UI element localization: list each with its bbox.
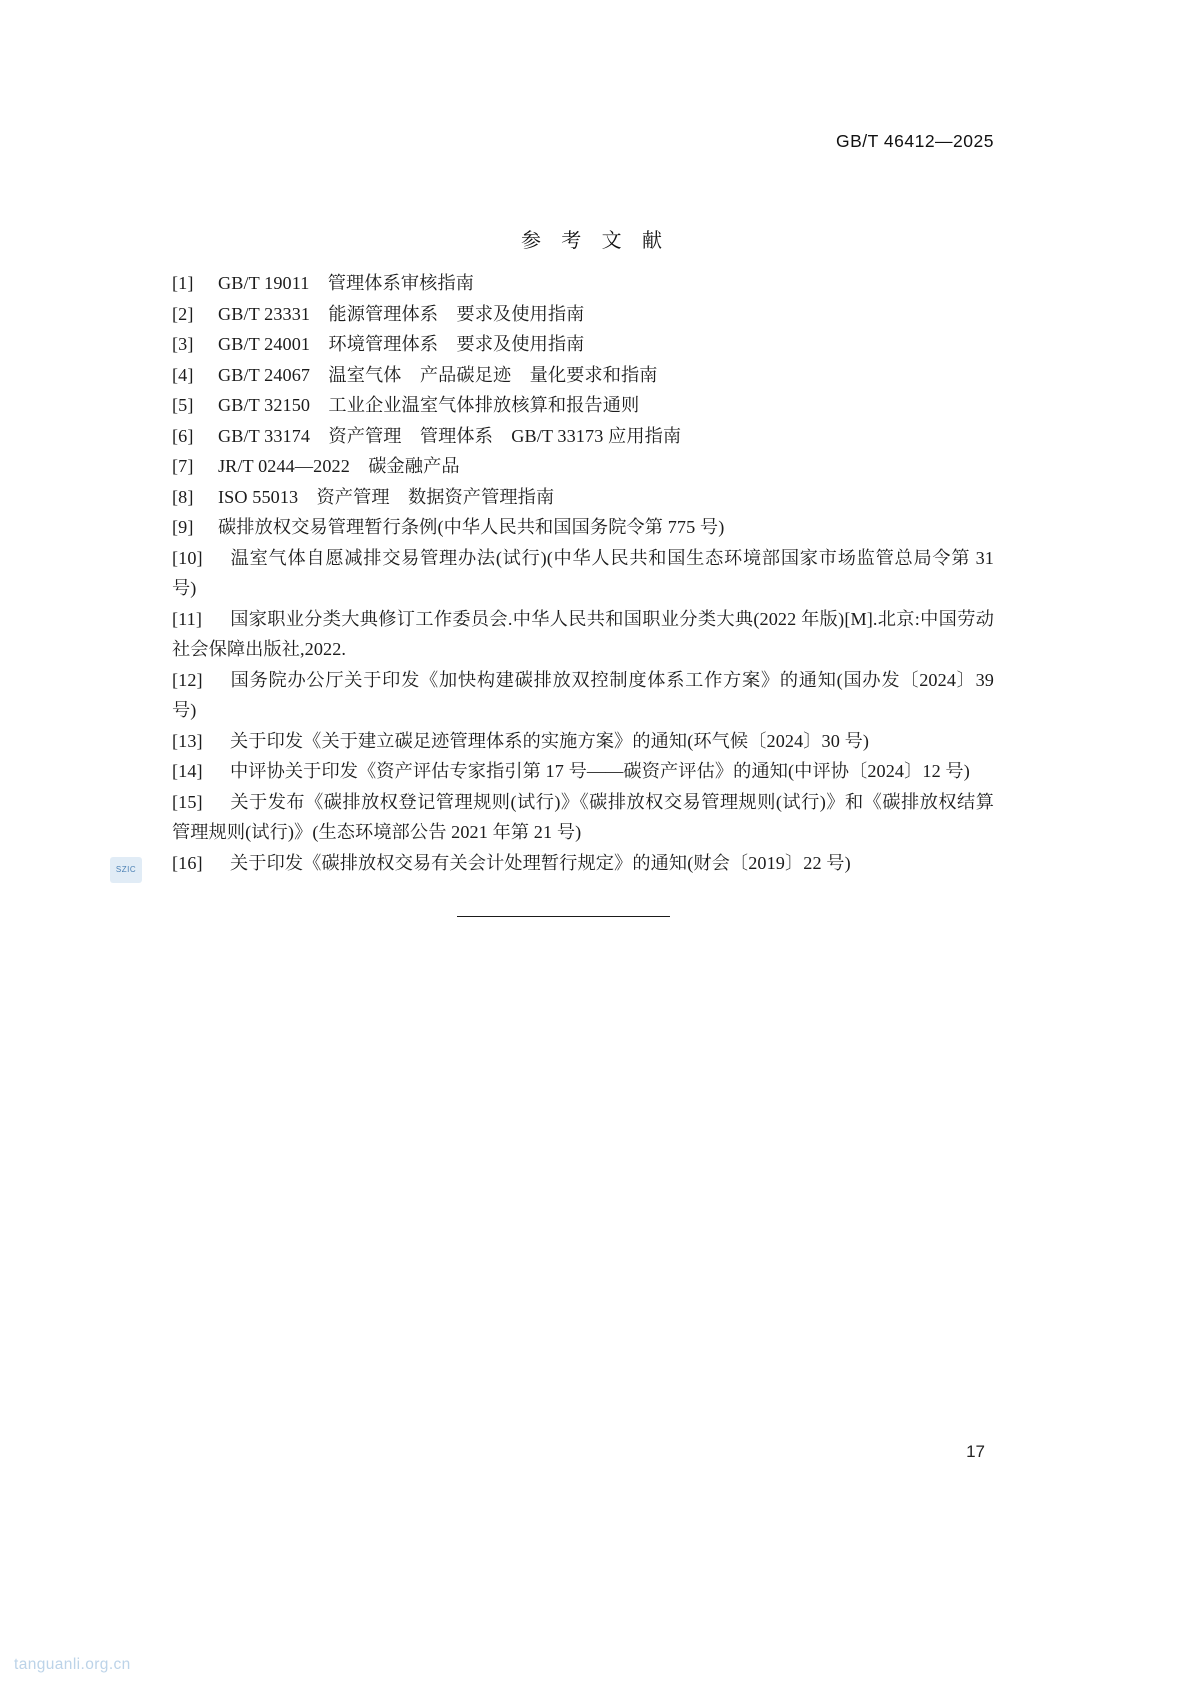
list-item-number: [4] <box>172 364 194 385</box>
publisher-logo-watermark: SZIC <box>110 857 142 883</box>
list-item-number: [8] <box>172 486 194 507</box>
list-item-number: [1] <box>172 273 194 293</box>
list-item-number: [5] <box>172 395 194 415</box>
list-item-text: 中评协关于印发《资产评估专家指引第 17 号——碳资产评估》的通知(中评协〔2024〕12 号) <box>230 761 970 781</box>
list-item-number: [15] <box>172 791 203 812</box>
standard-code-header: GB/T 46412—2025 <box>836 131 994 151</box>
list-item-text: GB/T 19011 管理体系审核指南 <box>218 273 475 293</box>
list-item-number: [2] <box>172 303 194 324</box>
page-number: 17 <box>966 1442 985 1461</box>
list-item <box>144 726 994 757</box>
list-item-number: [13] <box>172 730 203 751</box>
list-item <box>144 756 994 787</box>
list-item <box>144 848 994 879</box>
section-end-rule <box>457 916 670 917</box>
list-item-text: ISO 55013 资产管理 数据资产管理指南 <box>218 486 555 507</box>
list-item-number: [10] <box>172 547 203 568</box>
list-item-text: GB/T 32150 工业企业温室气体排放核算和报告通则 <box>218 395 640 415</box>
list-item-number: [3] <box>172 334 194 354</box>
list-item <box>172 482 994 513</box>
list-item <box>144 665 994 726</box>
list-item-text: GB/T 33174 资产管理 管理体系 GB/T 33173 应用指南 <box>218 425 682 446</box>
list-item-number: [12] <box>172 669 203 690</box>
list-item-text: 关于印发《关于建立碳足迹管理体系的实施方案》的通知(环气候〔2024〕30 号) <box>230 730 870 751</box>
list-item-text: GB/T 24067 温室气体 产品碳足迹 量化要求和指南 <box>218 364 658 385</box>
list-item-number: [6] <box>172 425 194 446</box>
list-item <box>172 390 994 421</box>
list-item <box>144 543 994 604</box>
list-item <box>172 329 994 360</box>
list-item-number: [16] <box>172 852 203 873</box>
list-item <box>172 360 994 391</box>
list-item-text: GB/T 24001 环境管理体系 要求及使用指南 <box>218 334 585 354</box>
list-item <box>144 604 994 665</box>
list-item-text: 温室气体自愿减排交易管理办法(试行)(中华人民共和国生态环境部国家市场监管总局令第 31 号) <box>172 547 994 598</box>
list-item-text: 国务院办公厅关于印发《加快构建碳排放双控制度体系工作方案》的通知(国办发〔2024〕39 号) <box>172 669 994 720</box>
list-item <box>172 299 994 330</box>
site-watermark: tanguanli.org.cn <box>14 1656 131 1673</box>
reference-list <box>172 268 994 878</box>
list-item-text: JR/T 0244—2022 碳金融产品 <box>218 456 460 476</box>
list-item-number: [14] <box>172 761 203 781</box>
list-item-text: 关于印发《碳排放权交易有关会计处理暂行规定》的通知(财会〔2019〕22 号) <box>230 852 851 873</box>
list-item-number: [11] <box>172 608 203 629</box>
page-title: 参 考 文 献 <box>520 228 670 252</box>
list-item <box>144 787 994 848</box>
list-item <box>172 512 994 543</box>
list-item <box>172 451 994 482</box>
list-item <box>172 421 994 452</box>
list-item <box>172 268 994 299</box>
list-item-text: 国家职业分类大典修订工作委员会.中华人民共和国职业分类大典(2022 年版)[M].北京:中国劳动社会保障出版社,2022. <box>172 608 994 659</box>
list-item-number: [7] <box>172 456 194 476</box>
list-item-text: GB/T 23331 能源管理体系 要求及使用指南 <box>218 303 585 324</box>
list-item-text: 碳排放权交易管理暂行条例(中华人民共和国国务院令第 775 号) <box>218 517 725 537</box>
list-item-text: 关于发布《碳排放权登记管理规则(试行)》《碳排放权交易管理规则(试行)》和《碳排放权结算管理规则(试行)》(生态环境部公告 2021 年第 21 号) <box>172 791 994 842</box>
list-item-number: [9] <box>172 517 194 537</box>
